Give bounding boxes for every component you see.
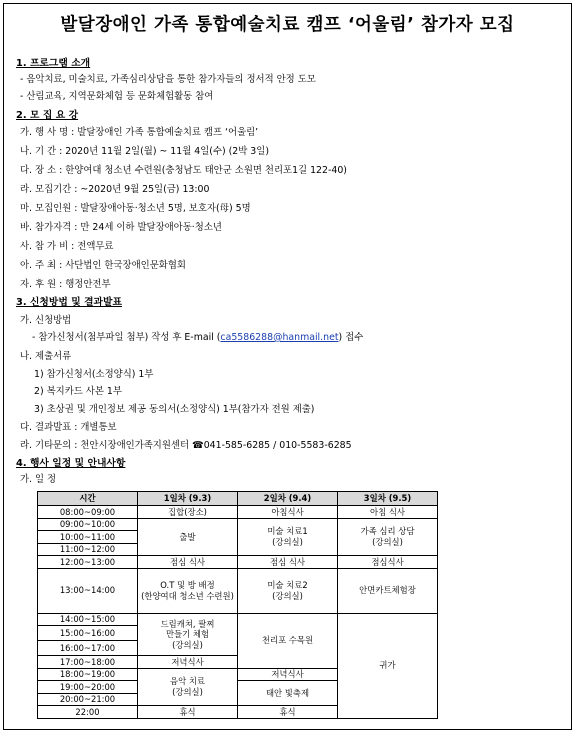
day1-cell: 출발 xyxy=(138,518,238,556)
time-cell: 18:00~19:00 xyxy=(38,668,138,681)
day2-cell: 천리포 수목원 xyxy=(238,613,338,668)
time-cell: 09:00~10:00 xyxy=(38,518,138,531)
result-notice: 다. 결과발표 : 개별통보 xyxy=(20,422,117,433)
day2-cell: 미술 치료1 (강의실) xyxy=(238,518,338,556)
header-time: 시간 xyxy=(38,492,138,506)
section-4-heading: 4. 행사 일정 및 안내사항 xyxy=(16,458,126,469)
time-cell: 11:00~12:00 xyxy=(38,543,138,556)
time-cell: 14:00~15:00 xyxy=(38,613,138,626)
day3-cell: 가족 심리 상담 (강의실) xyxy=(338,518,438,556)
time-cell: 13:00~14:00 xyxy=(38,568,138,613)
recruit-item: 아. 주 최 : 사단법인 한국장애인문화협회 xyxy=(20,260,186,271)
time-cell: 19:00~20:00 xyxy=(38,681,138,694)
time-cell: 15:00~16:00 xyxy=(38,626,138,641)
day3-cell: 안면카트체험장 xyxy=(338,568,438,613)
day2-cell: 점심 식사 xyxy=(238,556,338,569)
time-cell: 22:00 xyxy=(38,706,138,719)
time-cell: 10:00~11:00 xyxy=(38,531,138,544)
apply-method-label: 가. 신청방법 xyxy=(20,315,72,326)
email-link[interactable]: ca5586288@hanmail.net xyxy=(220,332,339,343)
contact-info: 라. 기타문의 : 천안시장애인가족지원센터 ☎041-585-6285 / 010-5583-6285 xyxy=(20,440,352,451)
time-cell: 17:00~18:00 xyxy=(38,656,138,669)
day2-cell: 저녁식사 xyxy=(238,668,338,681)
day1-cell: 음악 치료 (강의실) xyxy=(138,668,238,706)
day2-cell: 태안 빛축제 xyxy=(238,681,338,706)
day1-cell: 드림캐쳐, 팔찌 만들기 체험 (강의실) xyxy=(138,613,238,656)
schedule-table xyxy=(37,491,438,719)
documents-label: 나. 제출서류 xyxy=(20,351,72,362)
section-3-heading: 3. 신청방법 및 결과발표 xyxy=(16,297,122,308)
recruit-item: 마. 모집인원 : 발달장애아동·청소년 5명, 보호자(母) 5명 xyxy=(20,203,251,214)
apply-method-text: - 참가신청서(첨부파일 첨부) 작성 후 E-mail ( xyxy=(32,332,221,343)
day1-cell: 휴식 xyxy=(138,706,238,719)
day1-cell: O.T 및 방 배정 (한양여대 청소년 수련원) xyxy=(138,568,238,613)
apply-method-suffix: ) 접수 xyxy=(338,332,364,343)
document-page xyxy=(3,3,572,730)
day1-cell: 집합(장소) xyxy=(138,506,238,519)
document-item: 1) 참가신청서(소정양식) 1부 xyxy=(34,369,154,380)
day1-cell: 저녁식사 xyxy=(138,656,238,669)
schedule-label: 가. 일 정 xyxy=(20,474,57,485)
time-cell: 12:00~13:00 xyxy=(38,556,138,569)
section-1-item: - 음악치료, 미술치료, 가족심리상담을 통한 참가자들의 정서적 안정 도모 xyxy=(20,74,316,85)
document-item: 2) 복지카드 사본 1부 xyxy=(34,386,122,397)
day2-cell: 아침식사 xyxy=(238,506,338,519)
recruit-item: 다. 장 소 : 한양여대 청소년 수련원(충청남도 태안군 소원면 천리포1길 122-40) xyxy=(20,165,347,176)
document-item: 3) 초상권 및 개인정보 제공 동의서(소정양식) 1부(참가자 전원 제출) xyxy=(34,404,315,415)
recruit-item: 가. 행 사 명 : 발달장애인 가족 통합예술치료 캠프 ‘어울림’ xyxy=(20,127,259,138)
day2-cell: 휴식 xyxy=(238,706,338,719)
recruit-item: 자. 후 원 : 행정안전부 xyxy=(20,279,111,290)
day3-cell: 귀가 xyxy=(338,613,438,718)
time-cell: 08:00~09:00 xyxy=(38,506,138,519)
recruit-item: 사. 참 가 비 : 전액무료 xyxy=(20,241,114,252)
recruit-item: 라. 모집기간 : ~2020년 9월 25일(금) 13:00 xyxy=(20,184,210,195)
time-cell: 20:00~21:00 xyxy=(38,693,138,706)
section-1-heading: 1. 프로그램 소개 xyxy=(16,58,91,69)
section-1-item: - 산림교육, 지역문화체험 등 문화체험활동 참여 xyxy=(20,91,214,102)
time-cell: 16:00~17:00 xyxy=(38,641,138,656)
day2-cell: 미술 치료2 (강의실) xyxy=(238,568,338,613)
recruit-item: 바. 참가자격 : 만 24세 이하 발달장애아동·청소년 xyxy=(20,222,222,233)
day3-cell: 아침 식사 xyxy=(338,506,438,519)
header-day2: 2일차 (9.4) xyxy=(238,492,338,506)
apply-method-line xyxy=(32,331,363,344)
day1-cell: 점심 식사 xyxy=(138,556,238,569)
section-2-heading: 2. 모 집 요 강 xyxy=(16,110,79,121)
page-title: 발달장애인 가족 통합예술치료 캠프 ‘어울림’ 참가자 모집 xyxy=(60,15,515,35)
header-day3: 3일차 (9.5) xyxy=(338,492,438,506)
recruit-item: 나. 기 간 : 2020년 11월 2일(월) ~ 11월 4일(수) (2박 3일) xyxy=(20,146,269,157)
day3-cell: 점심식사 xyxy=(338,556,438,569)
header-day1: 1일차 (9.3) xyxy=(138,492,238,506)
